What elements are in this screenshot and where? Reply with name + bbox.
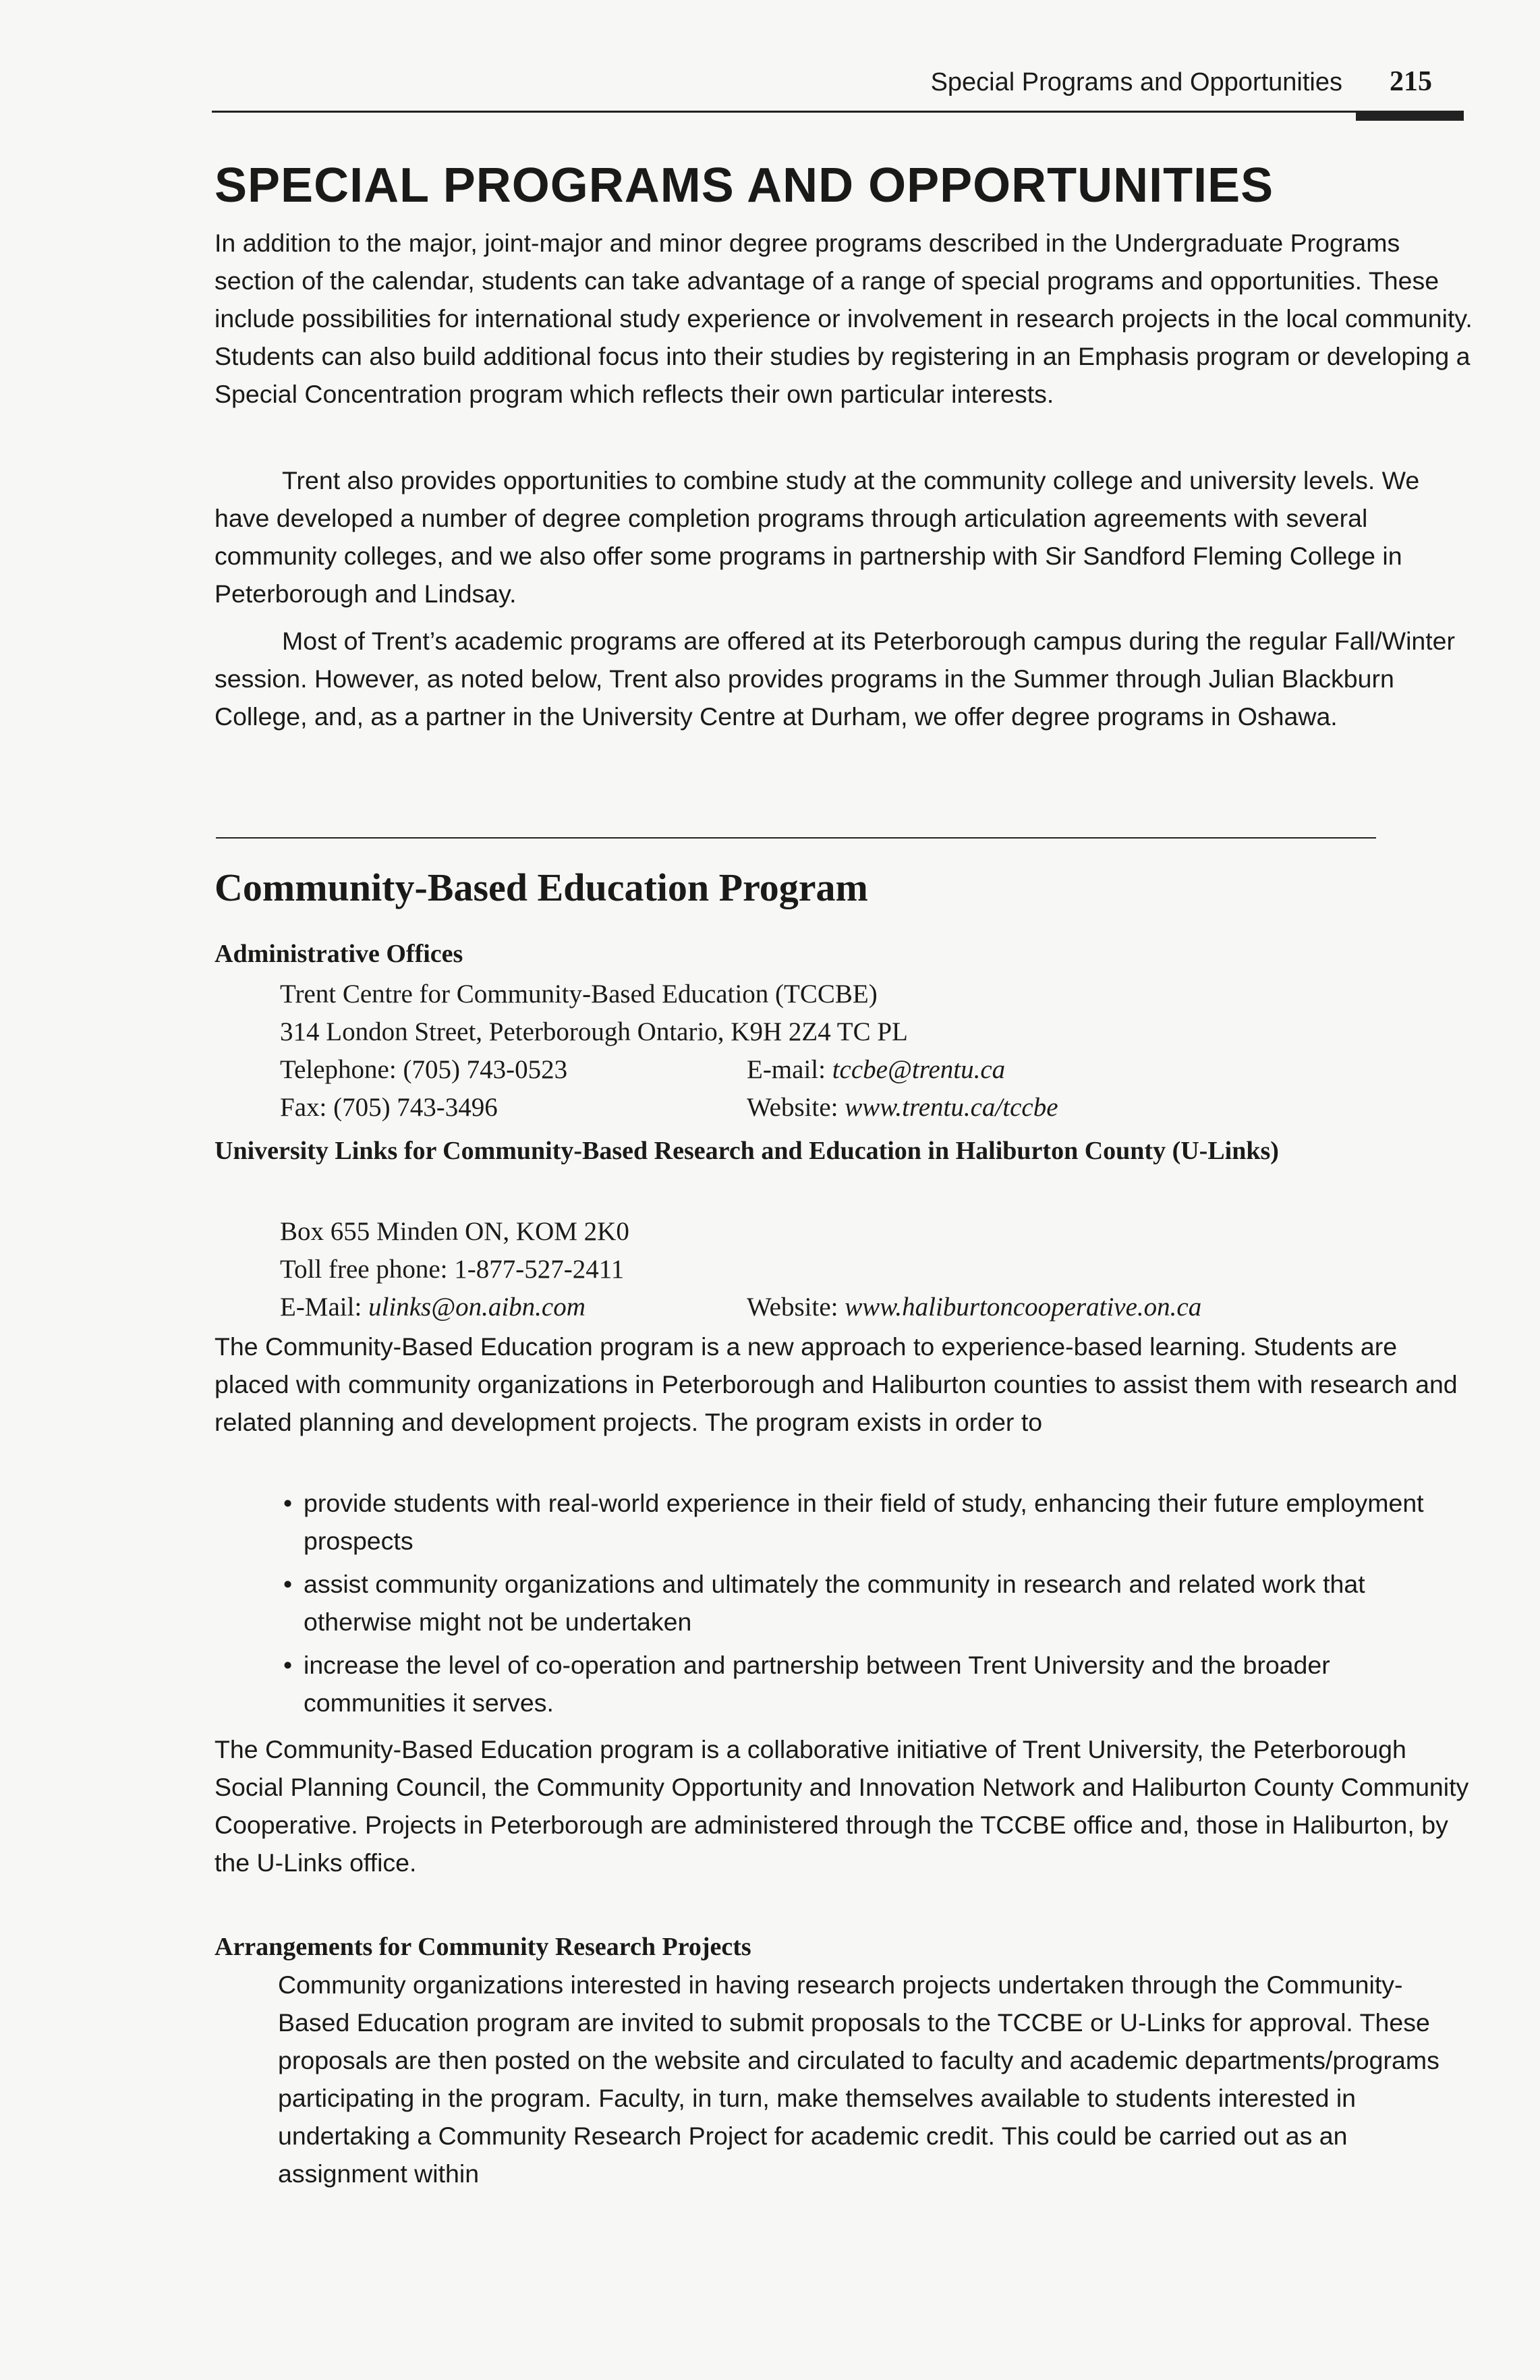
admin-telephone: Telephone: (705) 743-0523: [280, 1055, 568, 1084]
purpose-list: [283, 1484, 1477, 1727]
admin-email-row: [747, 1051, 1005, 1089]
admin-website-row: [747, 1089, 1058, 1127]
ulinks-email-label: E-Mail:: [280, 1293, 369, 1322]
section-divider: [216, 837, 1376, 839]
ulinks-website-link[interactable]: www.haliburtoncooperative.on.ca: [845, 1293, 1202, 1322]
ulinks-email-row: [280, 1288, 586, 1326]
ulinks-heading: University Links for Community-Based Research and Education in Haliburton County (U-Links): [215, 1137, 1279, 1165]
admin-website-link[interactable]: www.trentu.ca/tccbe: [845, 1093, 1058, 1122]
header-rule: [212, 111, 1464, 113]
list-item: • assist community organizations and ultimately the community in research and related work that otherwise might not be undertaken: [283, 1565, 1477, 1641]
running-title: Special Programs and Opportunities: [930, 68, 1342, 96]
admin-line-1: Trent Centre for Community-Based Education (TCCBE): [280, 980, 878, 1009]
arrangements-heading: Arrangements for Community Research Projects: [215, 1933, 751, 1961]
list-item: • increase the level of co-operation and partnership between Trent University and the broader communities it serves.: [283, 1646, 1477, 1722]
page-number: 215: [1390, 66, 1432, 97]
page-title: SPECIAL PROGRAMS AND OPPORTUNITIES: [215, 159, 1274, 213]
admin-email-link[interactable]: tccbe@trentu.ca: [832, 1055, 1006, 1084]
bullet-icon: •: [283, 1570, 293, 1598]
bullet-icon: •: [283, 1651, 293, 1679]
admin-line-2: 314 London Street, Peterborough Ontario, K9H 2Z4 TC PL: [280, 1017, 908, 1046]
cbe-intro-paragraph: The Community-Based Education program is a new approach to experience-based learning. Students are placed with community organizations in Peterborough and Haliburton counties to assist them with research and related planning and development projects. The program exists in order to: [215, 1332, 1458, 1436]
collaboration-paragraph: The Community-Based Education program is a collaborative initiative of Trent University, the Peterborough Social Planning Council, the Community Opportunity and Innovation Network and Haliburton County Community Cooperative. Projects in Peterborough are administered through the TCCBE office and, those in Haliburton, by the U-Links office.: [215, 1735, 1469, 1877]
ulinks-line-2: Toll free phone: 1-877-527-2411: [280, 1255, 625, 1284]
ulinks-website-row: [747, 1288, 1201, 1326]
admin-offices-heading: Administrative Offices: [215, 940, 463, 968]
ulinks-line-1: Box 655 Minden ON, KOM 2K0: [280, 1217, 629, 1246]
list-item: • provide students with real-world experience in their field of study, enhancing their future employment prospects: [283, 1484, 1477, 1560]
ulinks-website-label: Website:: [747, 1293, 845, 1322]
intro-paragraph-2: Trent also provides opportunities to combine study at the community college and university levels. We have developed a number of degree completion programs through articulation agreements with several community colleges, and we also offer some programs in partnership with Sir Sandford Fleming College in Peterborough and Lindsay.: [215, 466, 1420, 608]
admin-email-label: E-mail:: [747, 1055, 832, 1084]
intro-paragraph-1: In addition to the major, joint-major and minor degree programs described in the Undergraduate Programs section of the calendar, students can take advantage of a range of special programs and opportunities. These include possibilities for international study experience or involvement in research projects in the local community. Students can also build additional focus into their studies by registering in an Emphasis program or developing a Special Concentration program which reflects their own particular interests.: [215, 229, 1473, 408]
intro-paragraph-3: Most of Trent’s academic programs are offered at its Peterborough campus during the regular Fall/Winter session. However, as noted below, Trent also provides programs in the Summer through Julian Blackburn College, and, as a partner in the University Centre at Durham, we offer degree programs in Oshawa.: [215, 627, 1456, 731]
admin-website-label: Website:: [747, 1093, 845, 1122]
ulinks-email-link[interactable]: ulinks@on.aibn.com: [368, 1293, 586, 1322]
bullet-icon: •: [283, 1489, 293, 1517]
header-bar: [1356, 113, 1464, 121]
admin-fax: Fax: (705) 743-3496: [280, 1093, 498, 1122]
arrangements-paragraph: Community organizations interested in having research projects undertaken through the Community-Based Education program are invited to submit proposals to the TCCBE or U-Links for approval. These proposals are then posted on the website and circulated to faculty and academic departments/programs participating in the program. Faculty, in turn, make themselves available to students interested in undertaking a Community Research Project for academic credit. This could be carried out as an assignment within: [278, 1971, 1439, 2188]
section-heading: Community-Based Education Program: [215, 866, 868, 909]
